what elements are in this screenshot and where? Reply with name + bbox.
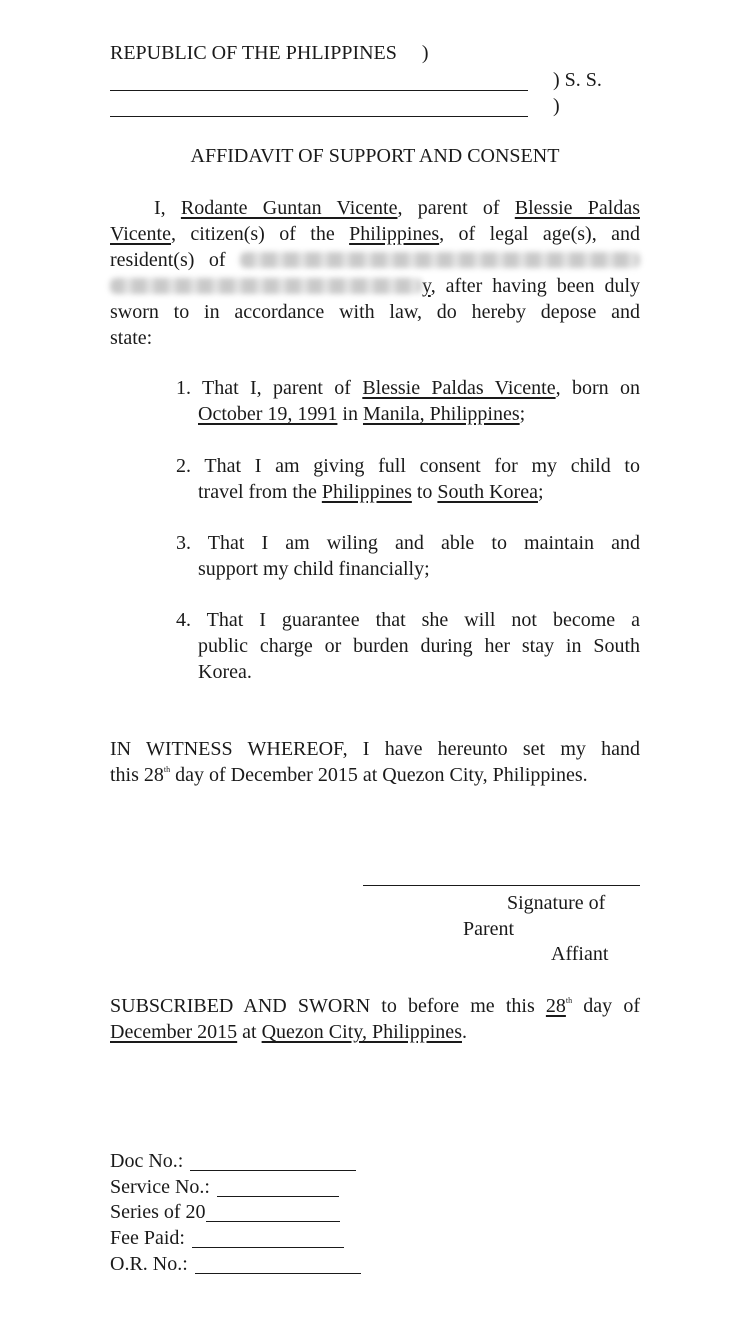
- series-row: [110, 1199, 340, 1225]
- origin-country: Philippines: [321, 481, 412, 503]
- series-label: Series of 20: [110, 1201, 206, 1223]
- caption-ss: ) S. S.: [553, 69, 602, 91]
- jurat: SUBSCRIBED AND SWORN to before me this 28th day of December 2015 at Quezon City, Philippines.: [110, 995, 640, 1043]
- or-no-row: [110, 1251, 361, 1277]
- intro-line-3: resident(s) of: [110, 247, 640, 273]
- doc-no-blank: [190, 1150, 356, 1171]
- child-full-name: Blessie Paldas Vicente: [362, 377, 556, 399]
- jurat-place: Quezon City, Philippines: [261, 1021, 462, 1043]
- series-blank: [206, 1201, 340, 1222]
- republic-label: REPUBLIC OF THE PHLIPPINES: [110, 42, 397, 64]
- redacted-address: [240, 252, 640, 268]
- fee-paid-blank: [192, 1227, 344, 1248]
- signature-line: [363, 885, 640, 886]
- date-of-birth: October 19, 1991: [198, 403, 338, 425]
- service-no-row: [110, 1174, 339, 1200]
- doc-no-row: [110, 1148, 356, 1174]
- caption-republic: [110, 40, 429, 66]
- list-item: 3. That I am wiling and able to maintain and support my child financially;: [176, 532, 641, 580]
- caption-paren: ): [421, 42, 429, 64]
- service-no-blank: [217, 1176, 339, 1197]
- witness-clause: IN WITNESS WHEREOF, I have hereunto set my hand this 28th day of December 2015 at Quezon City, Philippines.: [110, 738, 640, 786]
- affiant-name: Rodante Guntan Vicente: [180, 197, 398, 219]
- doc-no-label: Doc No.:: [110, 1150, 184, 1172]
- parent-label: Parent: [463, 918, 515, 940]
- intro-line-1: I, Rodante Guntan Vicente, parent of Blessie Paldas: [154, 197, 640, 219]
- document-title: AFFIDAVIT OF SUPPORT AND CONSENT: [190, 145, 560, 167]
- caption-blank-line-2: [110, 116, 528, 117]
- list-item: 2. That I am giving full consent for my child to travel from the Philippines to South Korea;: [176, 455, 640, 503]
- intro-line-2: Vicente, citizen(s) of the Philippines, of legal age(s), and: [110, 223, 640, 245]
- affidavit-page: [110, 0, 640, 1334]
- fee-paid-label: Fee Paid:: [110, 1227, 185, 1249]
- list-item: 4. That I guarantee that she will not become a public charge or burden during her stay in South Korea.: [176, 609, 641, 683]
- intro-line-6: state:: [110, 327, 153, 349]
- citizenship: Philippines: [349, 223, 440, 245]
- intro-line-4: y, after having been duly: [110, 273, 640, 299]
- jurat-month-year: December 2015: [110, 1021, 238, 1043]
- destination-country: South Korea: [437, 481, 538, 503]
- redacted-address-cont: [110, 278, 422, 294]
- intro-paragraph: [110, 195, 640, 351]
- caption-blank-line-1: [110, 90, 528, 91]
- caption-paren-3: ): [553, 95, 560, 117]
- fee-paid-row: [110, 1225, 344, 1251]
- list-item: 1. That I, parent of Blessie Paldas Vicente, born on October 19, 1991 in Manila, Philippines;: [176, 377, 640, 425]
- or-no-label: O.R. No.:: [110, 1253, 188, 1275]
- jurat-day: 28: [545, 995, 566, 1017]
- intro-line-5: sworn to in accordance with law, do hereby depose and: [110, 301, 640, 323]
- affiant-label: Affiant: [551, 943, 609, 965]
- child-name: Blessie Paldas: [514, 197, 640, 219]
- signature-label: Signature of: [507, 892, 606, 914]
- or-no-blank: [195, 1253, 361, 1274]
- service-no-label: Service No.:: [110, 1176, 210, 1198]
- place-of-birth: Manila, Philippines: [362, 403, 520, 425]
